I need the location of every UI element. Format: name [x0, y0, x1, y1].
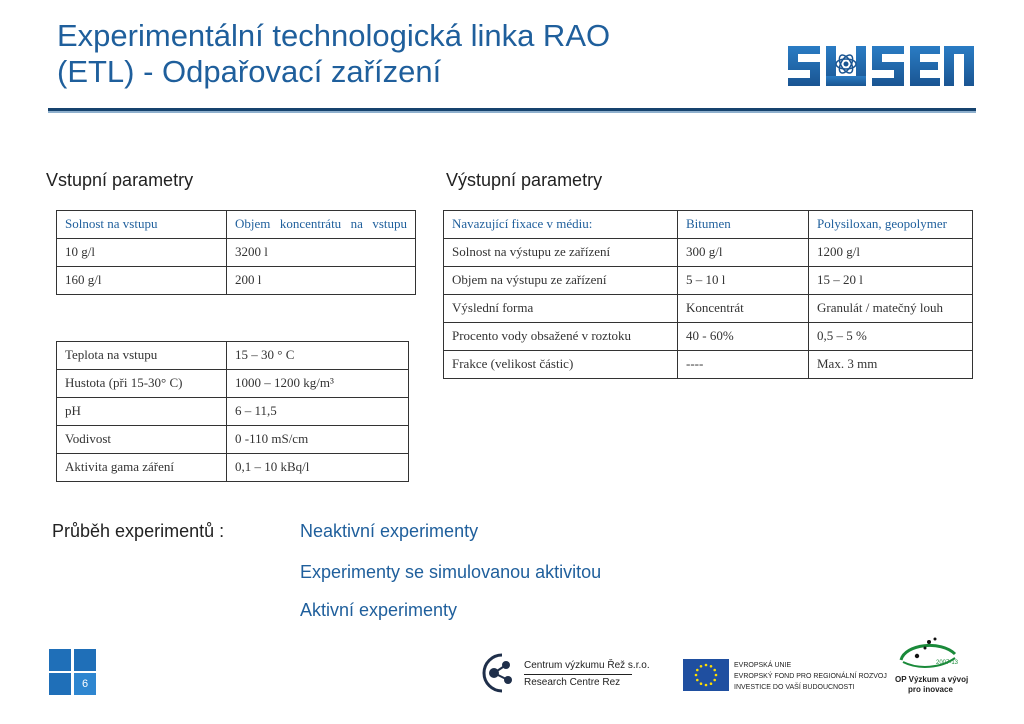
susen-logo	[786, 44, 976, 88]
table-row	[57, 342, 409, 370]
table-cell: 5 – 10 l	[678, 267, 809, 295]
table-cell: Vodivost	[57, 426, 227, 454]
table-row	[57, 398, 409, 426]
table-row	[57, 454, 409, 482]
eu-line-2: EVROPSKÝ FOND PRO REGIONÁLNÍ ROZVOJ	[734, 673, 887, 680]
progress-item-1: Neaktivní experimenty	[300, 521, 479, 541]
table-row	[444, 267, 973, 295]
footer-square	[74, 649, 96, 671]
table-cell: 15 – 20 l	[809, 267, 973, 295]
output-heading: Výstupní parametry	[446, 170, 603, 190]
table-cell: Max. 3 mm	[809, 351, 973, 379]
table-row	[57, 267, 416, 295]
progress-label: Průběh experimentů :	[52, 521, 225, 541]
table-cell: 10 g/l	[57, 239, 227, 267]
table-cell: Koncentrát	[678, 295, 809, 323]
table-cell: Bitumen	[678, 211, 809, 239]
footer-square	[49, 649, 71, 671]
table-row	[444, 323, 973, 351]
cvr-divider	[524, 674, 632, 675]
input-table-1	[56, 210, 416, 295]
table-cell: 0,1 – 10 kBq/l	[227, 454, 409, 482]
table-cell: Objem koncentrátu na vstupu	[227, 211, 416, 239]
table-cell: Teplota na vstupu	[57, 342, 227, 370]
table-row	[57, 239, 416, 267]
table-cell: Hustota (při 15-30° C)	[57, 370, 227, 398]
table-cell: 1200 g/l	[809, 239, 973, 267]
header-rule-light	[48, 111, 976, 113]
table-cell: 1000 – 1200 kg/m³	[227, 370, 409, 398]
table-cell: pH	[57, 398, 227, 426]
table-cell: Solnost na vstupu	[57, 211, 227, 239]
table-row	[444, 351, 973, 379]
table-cell: Solnost na výstupu ze zařízení	[444, 239, 678, 267]
cvr-line-2: Research Centre Rez	[524, 677, 621, 688]
op-line-1: OP Výzkum a vývoj	[895, 675, 969, 684]
table-row	[57, 426, 409, 454]
table-cell: ----	[678, 351, 809, 379]
progress-item-3: Aktivní experimenty	[300, 600, 458, 620]
table-cell: 300 g/l	[678, 239, 809, 267]
table-cell: Výslední forma	[444, 295, 678, 323]
table-row	[444, 239, 973, 267]
table-row	[57, 370, 409, 398]
op-year: 2007-13	[936, 660, 959, 666]
table-cell: 160 g/l	[57, 267, 227, 295]
table-row	[57, 211, 416, 239]
output-table	[443, 210, 973, 379]
table-cell: Granulát / matečný louh	[809, 295, 973, 323]
eu-line-1: EVROPSKÁ UNIE	[734, 662, 792, 669]
progress-item-2: Experimenty se simulovanou aktivitou	[300, 562, 602, 582]
table-cell: 15 – 30 ° C	[227, 342, 409, 370]
table-cell: 6 – 11,5	[227, 398, 409, 426]
table-cell: Polysiloxan, geopolymer	[809, 211, 973, 239]
table-cell: 3200 l	[227, 239, 416, 267]
table-cell: Frakce (velikost částic)	[444, 351, 678, 379]
table-row	[444, 295, 973, 323]
table-cell: Procento vody obsažené v roztoku	[444, 323, 678, 351]
footer-square	[49, 673, 71, 695]
title-line-2: (ETL) - Odpařovací zařízení	[57, 54, 442, 89]
op-line-2: pro inovace	[908, 685, 953, 694]
op-vavpi-logo-icon	[895, 636, 961, 674]
table-cell: 200 l	[227, 267, 416, 295]
input-table-2	[56, 341, 409, 482]
page-title	[57, 18, 757, 90]
page-number: 6	[74, 673, 96, 695]
cvr-line-1: Centrum výzkumu Řež s.r.o.	[524, 660, 650, 671]
table-cell: 0 -110 mS/cm	[227, 426, 409, 454]
logo-text: SUSEN	[786, 44, 790, 45]
table-cell: 0,5 – 5 %	[809, 323, 973, 351]
cvr-logo-icon	[480, 652, 520, 694]
table-cell: 40 - 60%	[678, 323, 809, 351]
table-cell: Objem na výstupu ze zařízení	[444, 267, 678, 295]
table-cell: Aktivita gama záření	[57, 454, 227, 482]
table-cell: Navazující fixace v médiu:	[444, 211, 678, 239]
input-heading: Vstupní parametry	[46, 170, 194, 190]
title-line-1: Experimentální technologická linka RAO	[57, 18, 611, 53]
eu-line-3: INVESTICE DO VAŠÍ BUDOUCNOSTI	[734, 684, 855, 691]
eu-flag-icon	[683, 659, 729, 691]
table-row	[444, 211, 973, 239]
